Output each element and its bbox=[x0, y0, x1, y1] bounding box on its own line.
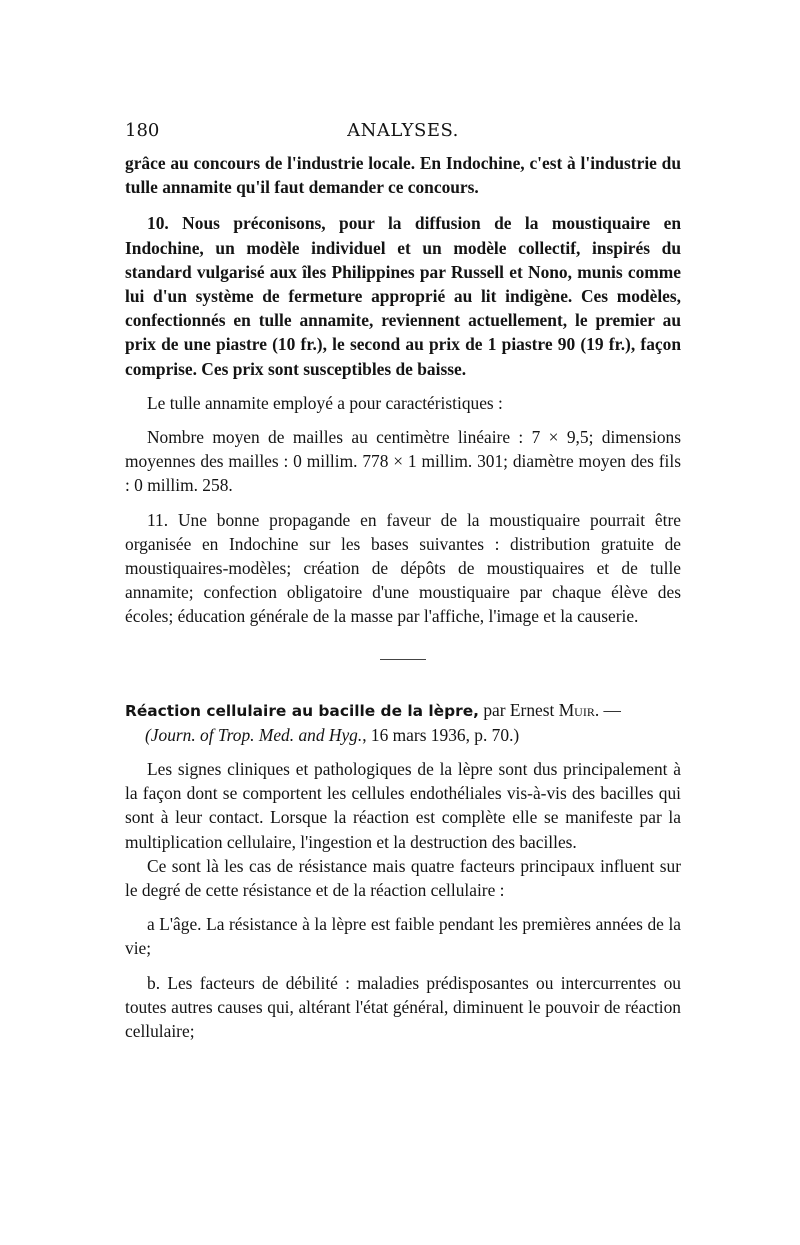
review-item-a: a L'âge. La résistance à la lèpre est faible pendant les premières années de la vie; bbox=[125, 914, 681, 959]
section-divider bbox=[380, 659, 426, 660]
review-author: Muir. bbox=[558, 699, 600, 720]
body-text bbox=[125, 151, 681, 1043]
continuation-paragraph: grâce au concours de l'industrie locale. En Indochine, c'est à l'industrie du tulle annamite qu'il faut demander ce concours. bbox=[125, 153, 681, 198]
review-heading bbox=[125, 698, 681, 723]
review-paragraph-1: Les signes cliniques et pathologiques de la lèpre sont dus principalement à la façon dont se comportent les cellules endothéliales vis-à-vis des bacilles qui sont à leur contact. Lorsque la réaction est complète elle se manifeste par la multiplication cellulaire, l'ingestion et la destruction des bacilles. bbox=[125, 759, 681, 852]
review-by: par Ernest bbox=[479, 699, 559, 720]
review-dash: — bbox=[599, 699, 621, 720]
review-item-b: b. Les facteurs de débilité : maladies prédisposantes ou intercurrentes ou toutes autres causes qui, altérant l'état général, diminuent le pouvoir de réaction cellulaire; bbox=[125, 972, 681, 1042]
review-title: Réaction cellulaire au bacille de la lèpre, bbox=[125, 701, 479, 720]
journal-name: (Journ. of Trop. Med. and Hyg. bbox=[145, 724, 363, 745]
tulle-specs: Nombre moyen de mailles au centimètre linéaire : 7 × 9,5; dimensions moyennes des mailles : 0 millim. 778 × 1 millim. 301; diamètre moyen des fils : 0 millim. 258. bbox=[125, 427, 681, 496]
running-header bbox=[125, 118, 681, 144]
tulle-intro: Le tulle annamite employé a pour caractéristiques : bbox=[147, 392, 503, 413]
review-paragraph-2: Ce sont là les cas de résistance mais quatre facteurs principaux influent sur le degré de cette résistance et de la réaction cellulaire : bbox=[125, 855, 681, 901]
review-citation bbox=[125, 723, 681, 747]
citation-date: , 16 mars 1936, p. 70.) bbox=[362, 724, 520, 745]
paragraph-10: 10. Nous préconisons, pour la diffusion de la moustiquaire en Indochine, un modèle individuel et un modèle collectif, inspirés du standard vulgarisé aux îles Philippines par Russell et Nono, munis comme lui d'un système de fermeture approprié au lit indigène. Ces modèles, confectionnés en tulle annamite, reviennent actuellement, le premier au prix de une piastre (10 fr.), le second au prix de 1 piastre 90 (19 fr.), façon comprise. Ces prix sont susceptibles de baisse. bbox=[125, 213, 681, 379]
page-number: 180 bbox=[125, 120, 160, 141]
paragraph-11: 11. Une bonne propagande en faveur de la moustiquaire pourrait être organisée en Indochine sur les bases suivantes : distribution gratuite de moustiquaires-modèles; création de dépôts de moustiquaires et de tulle annamite; confection obligatoire d'une moustiquaire par chaque élève des écoles; éducation générale de la masse par l'affiche, l'image et la causerie. bbox=[125, 509, 681, 627]
running-title: ANALYSES. bbox=[347, 120, 459, 141]
